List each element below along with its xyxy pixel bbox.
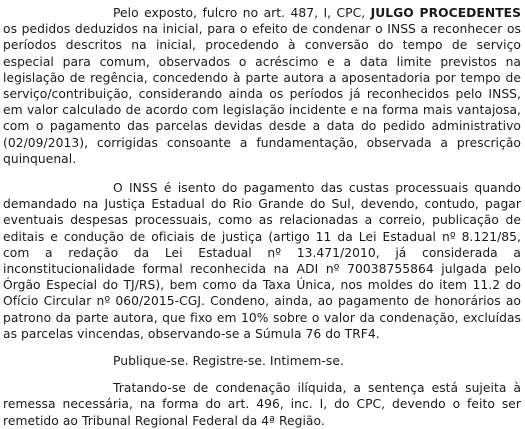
judgment-rest-text: os pedidos deduzidos na inicial, para o efeito de condenar o INSS a reconhecer os períodos descritos na inicial, procedendo à conversão do tempo de serviço especial para comum, observados o acréscimo e a data limite previstos na legislação de regência, concedendo à parte autora a aposentadoria por tempo de serviço/contribuição, considerando ainda os períodos já reconhecidos pelo INSS, em valor calculado de acordo com legislação incidente e na forma mais vantajosa, com o pagamento das parcelas devidas desde a data do pedido administrativo (02/09/2013), corrigidas consoante a fundamentação, observada a prescrição quinquenal.: [3, 22, 521, 166]
paragraph-remittance: Tratando-se de condenação ilíquida, a sentença está sujeita à remessa necessária, na forma do art. 496, inc. I, do CPC, devendo o feito ser remetido ao Tribunal Regional Federal da 4ª Região.: [3, 381, 521, 428]
paragraph-publish: Publique-se. Registre-se. Intimem-se.: [113, 354, 344, 369]
judgment-emphasis-text: JULGO PROCEDENTES: [370, 6, 521, 20]
paragraph-costs: O INSS é isento do pagamento das custas processuais quando demandado na Justiça Estadual do Rio Grande do Sul, devendo, contudo, pagar eventuais despesas processuais, como as relacionadas a correio, publicação de editais e condução de oficiais de justiça (artigo 11 da Lei Estadual nº 8.121/85, com a redação da Lei Estadual nº 13.471/2010, já considerada a inconstitucionalidade formal reconhecida na ADI nº 70038755864 julgada pelo Órgão Especial do TJ/RS), bem como da Taxa Única, nos moldes do item 11.2 do Ofício Circular nº 060/2015-CGJ. Condeno, ainda, ao pagamento de honorários ao patrono da parte autora, que fixo em 10% sobre o valor da condenação, excluídas as parcelas vincendas, observando-se a Súmula 76 do TRF4.: [3, 181, 521, 341]
document-body: [3, 5, 521, 429]
paragraph-judgment: [3, 5, 521, 167]
judgment-lead-text: Pelo exposto, fulcro no art. 487, I, CPC,: [113, 6, 366, 20]
